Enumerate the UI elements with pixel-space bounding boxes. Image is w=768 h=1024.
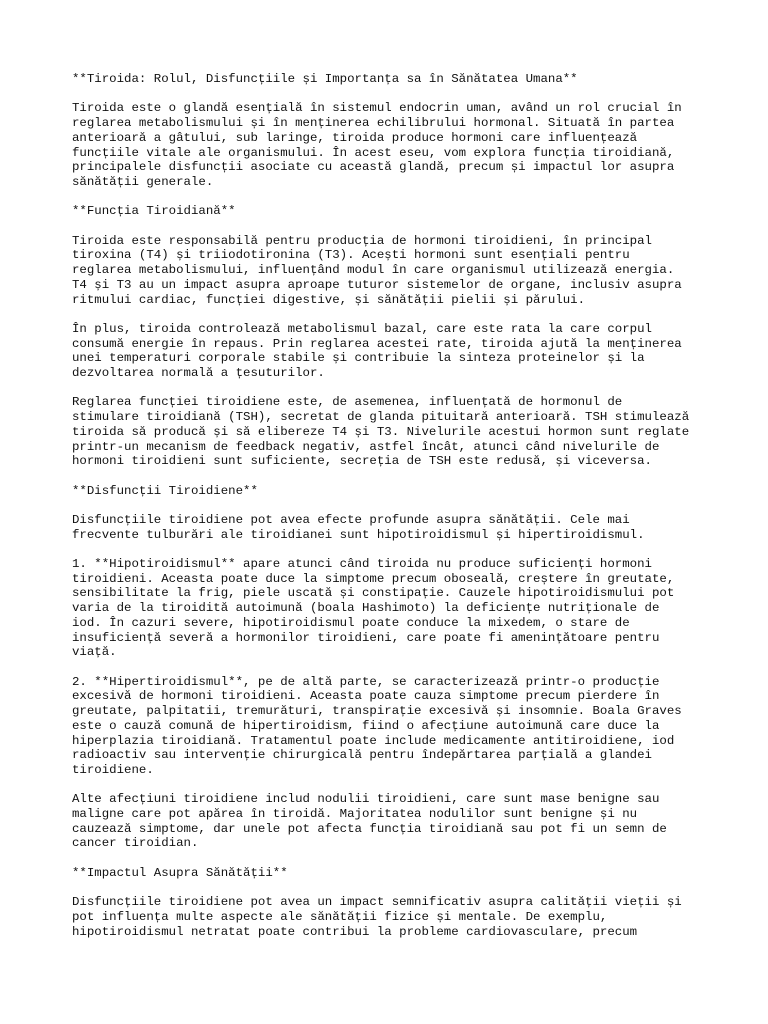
body-paragraph: Alte afecțiuni tiroidiene includ nodulii tiroidieni, care sunt mase benigne sau maligne care pot apărea în tiroidă. Majoritatea nodulilor sunt benigne și nu cauzează simptome, dar unele pot afecta funcția tiroidiană sau pot fi un semn de cancer tiroidian. [72,792,667,851]
section-heading-health-impact: **Impactul Asupra Sănătății** [72,865,288,880]
body-paragraph: Disfuncțiile tiroidiene pot avea un impact semnificativ asupra calității vieții și pot influența multe aspecte ale sănătății fizice și mentale. De exemplu, hipotiroidismul netratat poate contribui la probleme cardiovasculare, precum [72,895,682,939]
section-heading-thyroid-dysfunctions: **Disfuncții Tiroidiene** [72,483,258,498]
list-item-hyperthyroidism: 2. **Hipertiroidismul**, pe de altă parte, se caracterizează printr-o producție excesivă de hormoni tiroidieni. Aceasta poate cauza simptome precum pierdere în greutate, palpitatii, tremurături, transpirație excesivă și insomnie. Boala Graves este o cauză comună de hipertiroidism, fiind o afecțiune autoimună care duce la hiperplazia tiroidiană. Tratamentul poate include medicamente antitiroidiene, iod radioactiv sau intervenție chirurgicală pentru îndepărtarea parțială a glandei tiroidiene. [72,674,682,777]
section-heading-thyroid-function: **Funcția Tiroidiană** [72,204,236,219]
body-paragraph: Disfuncțiile tiroidiene pot avea efecte profunde asupra sănătății. Cele mai frecvente tulburări ale tiroidianei sunt hipotiroidismul și hipertiroidismul. [72,512,645,542]
intro-paragraph: Tiroida este o glandă esențială în sistemul endocrin uman, având un rol crucial în reglarea metabolismului și în menținerea echilibrului hormonal. Situată în partea anterioară a gâtului, sub laringe, tiroida produce hormoni care influențează funcțiile vitale ale organismului. În acest eseu, vom explora funcția tiroidiană, principalele disfuncții asociate cu această glandă, precum și impactul lor asupra sănătății generale. [72,101,682,189]
document-title: **Tiroida: Rolul, Disfuncțiile și Importanța sa în Sănătatea Umana** [72,72,578,86]
body-paragraph: În plus, tiroida controlează metabolismul bazal, care este rata la care corpul consumă energie în repaus. Prin reglarea acestei rate, tiroida ajută la menținerea unei temperaturi corporale stabile și contribuie la sinteza proteinelor și la dezvoltarea normală a țesuturilor. [72,321,682,380]
list-item-hypothyroidism: 1. **Hipotiroidismul** apare atunci când tiroida nu produce suficienți hormoni tiroidieni. Aceasta poate duce la simptome precum oboseală, creștere în greutate, sensibilitate la frig, piele uscată și constipație. Cauzele hipotiroidismului pot varia de la tiroidită autoimună (boala Hashimoto) la deficiențe nutriționale de iod. În cazuri severe, hipotiroidismul poate conduce la mixedem, o stare de insuficiență severă a hormonilor tiroidieni, care poate fi amenințătoare pentru viață. [72,557,675,660]
document-page [72,72,702,954]
body-paragraph: Reglarea funcției tiroidiene este, de asemenea, influențată de hormonul de stimulare tiroidiană (TSH), secretat de glanda pituitară anterioară. TSH stimulează tiroida să producă și să elibereze T4 și T3. Nivelurile acestui hormon sunt reglate printr-un mecanism de feedback negativ, astfel încât, atunci când nivelurile de hormoni tiroidieni sunt suficiente, secreția de TSH este redusă, și viceversa. [72,395,690,469]
body-paragraph: Tiroida este responsabilă pentru producția de hormoni tiroidieni, în principal tiroxina (T4) și triiodotironina (T3). Acești hormoni sunt esențiali pentru reglarea metabolismului, influențând modul în care organismul utilizează energia. T4 și T3 au un impact asupra aproape tuturor sistemelor de organe, inclusiv asupra ritmului cardiac, funcției digestive, și sănătății pielii și părului. [72,233,682,307]
